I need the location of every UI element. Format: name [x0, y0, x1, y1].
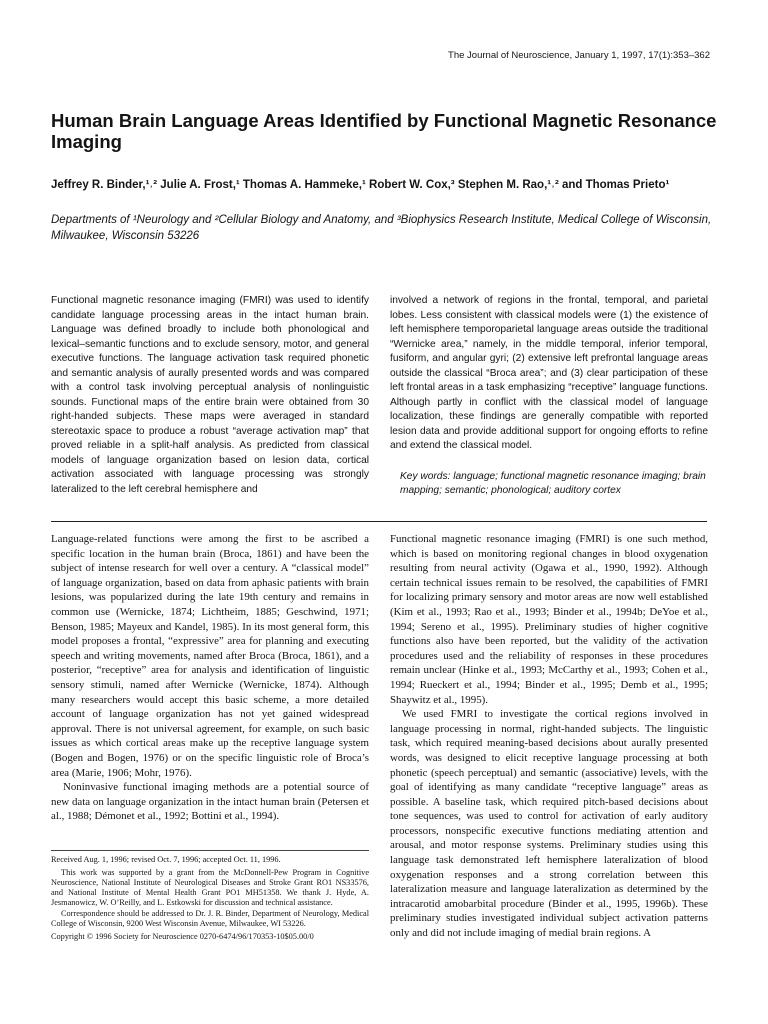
- footnote-divider: [51, 850, 369, 851]
- affiliation: Departments of ¹Neurology and ²Cellular Biology and Anatomy, and ³Biophysics Research Institute, Medical College of Wisconsin, Milwaukee, Wisconsin 53226: [51, 214, 712, 242]
- body-right-column: [390, 532, 708, 941]
- article-title: Human Brain Language Areas Identified by Functional Magnetic Resonance Imaging: [51, 110, 717, 152]
- abstract-left-column: [51, 294, 369, 497]
- footnotes: [51, 855, 369, 943]
- footnote-received: Received Aug. 1, 1996; revised Oct. 7, 1996; accepted Oct. 11, 1996.: [51, 855, 281, 864]
- abstract-text-right: involved a network of regions in the frontal, temporal, and parietal lobes. Less consistent with classical models were (1) the existence of left hemisphere temporoparietal language areas outside the traditional “Wernicke area,” namely, in the middle temporal, inferior temporal, fusiform, and angular gyri; (2) extensive left prefrontal language areas outside the classical “Broca area”; and (3) clear participation of these left frontal areas in a task emphasizing “receptive” language functions. Although partly in conflict with the classical model of language localization, these findings are generally compatible with reported lesion data and provide additional support for ongoing efforts to refine and extend the classical model.: [390, 295, 708, 451]
- author-list: Jeffrey R. Binder,¹˒² Julie A. Frost,¹ Thomas A. Hammeke,¹ Robert W. Cox,³ Stephen M. Rao,¹˒² and Thomas Prieto¹: [51, 179, 670, 191]
- abstract-text-left: Functional magnetic resonance imaging (FMRI) was used to identify candidate language processing areas in the intact human brain. Language was defined broadly to include both phonological and lexical–semantic functions and to exclude sensory, motor, and general executive functions. The language activation task required phonetic and semantic analysis of aurally presented words and was compared with a control task involving perceptual analysis of nonlinguistic sounds. Functional maps of the entire brain were obtained from 30 right-handed subjects. These maps were averaged in standard stereotaxic space to produce a robust “average activation map” that proved reliable in a split-half analysis. As predicted from classical models of language organization based on lesion data, cortical activation associated with language processing was strongly lateralized to the left cerebral hemisphere and: [51, 295, 369, 495]
- section-divider: [51, 521, 707, 522]
- body-paragraph: Noninvasive functional imaging methods are a potential source of new data on language organization in the intact human brain (Petersen et al., 1988; Démonet et al., 1992; Bottini et al., 1994).: [51, 781, 369, 823]
- body-paragraph: Functional magnetic resonance imaging (FMRI) is one such method, which is based on monitoring regional changes in blood oxygenation resulting from neural activity (Ogawa et al., 1990, 1992). Although certain technical issues remain to be resolved, the capabilities of FMRI for localizing primary sensory and motor areas are now well established (Kim et al., 1993; Rao et al., 1993; Binder et al., 1994b; DeYoe et al., 1994; Sereno et al., 1995). Preliminary studies of higher cognitive functions also have been reported, but the validity of the activation procedures used and the reliability of responses in these procedures remain unclear (Hinke et al., 1993; McCarthy et al., 1993; Cohen et al., 1994; Rueckert et al., 1994; Binder et al., 1995; Demb et al., 1995; Shaywitz et al., 1995).: [390, 533, 708, 706]
- body-paragraph: We used FMRI to investigate the cortical regions involved in language processing in normal, right-handed subjects. The linguistic task, which required meaning-based decisions about aurally presented words, was designed to elicit receptive language processing at both phonetic (speech perceptual) and semantic (associative) levels, with the goal of identifying as many candidate “receptive language” areas as possible. A baseline task, which required pitch-based decisions about tone sequences, was used to control for activation of early auditory processors, nonspecific executive functions mediating attention and arousal, and motor response systems. Preliminary studies using this language task demonstrated left hemisphere lateralization of blood oxygenation responses and a strong correlation between this lateralization measure and language lateralization as determined by the intracarotid amobarbital procedure (Binder et al., 1995, 1996b). These preliminary studies investigated individual subject activation patterns only and did not include imaging of medial brain regions. A: [390, 708, 708, 940]
- abstract-right-column: [390, 294, 708, 499]
- journal-citation: The Journal of Neuroscience, January 1, 1997, 17(1):353–362: [448, 50, 710, 61]
- footnote-support: This work was supported by a grant from the McDonnell-Pew Program in Cognitive Neuroscience, National Institute of Neurological Diseases and Stroke Grant RO1 NS33576, and National Institute of Mental Health Grant PO1 MH51358. We thank J. Hyde, A. Jesmanowicz, W. O’Reilly, and L. Estkowski for discussion and technical assistance.: [51, 868, 369, 907]
- body-left-column: [51, 532, 369, 824]
- copyright-notice: Copyright © 1996 Society for Neuroscience 0270-6474/96/170353-10$05.00/0: [51, 932, 314, 941]
- body-paragraph: Language-related functions were among the first to be ascribed a specific location in the human brain (Broca, 1861) and have been the subject of intense research for well over a century. A “classical model” of language organization, based on data from aphasic patients with brain lesions, was popularized during the late 19th century and remains in common use (Wernicke, 1874; Lichtheim, 1885; Geschwind, 1971; Benson, 1985; Mayeux and Kandel, 1985). In its most general form, this model proposes a frontal, “expressive” area for planning and executing speech and writing movements, named after Broca (Broca, 1861), and a posterior, “receptive” area for analysis and identification of linguistic sensory stimuli, named after Wernicke (Wernicke, 1874). Although many researchers would accept this basic scheme, a more detailed account of language organization has not yet gained widespread approval. There is not universal agreement, for example, on such basic issues as which cortical areas make up the receptive language system (Bogen and Bogen, 1976) or on the specific linguistic role of Broca’s area (Marie, 1906; Mohr, 1976).: [51, 533, 369, 779]
- footnote-correspondence: Correspondence should be addressed to Dr. J. R. Binder, Department of Neurology, Medical College of Wisconsin, 9200 West Wisconsin Avenue, Milwaukee, WI 53226.: [51, 909, 369, 928]
- keywords: Key words: language; functional magnetic resonance imaging; brain mapping; semantic; phonological; auditory cortex: [400, 470, 706, 496]
